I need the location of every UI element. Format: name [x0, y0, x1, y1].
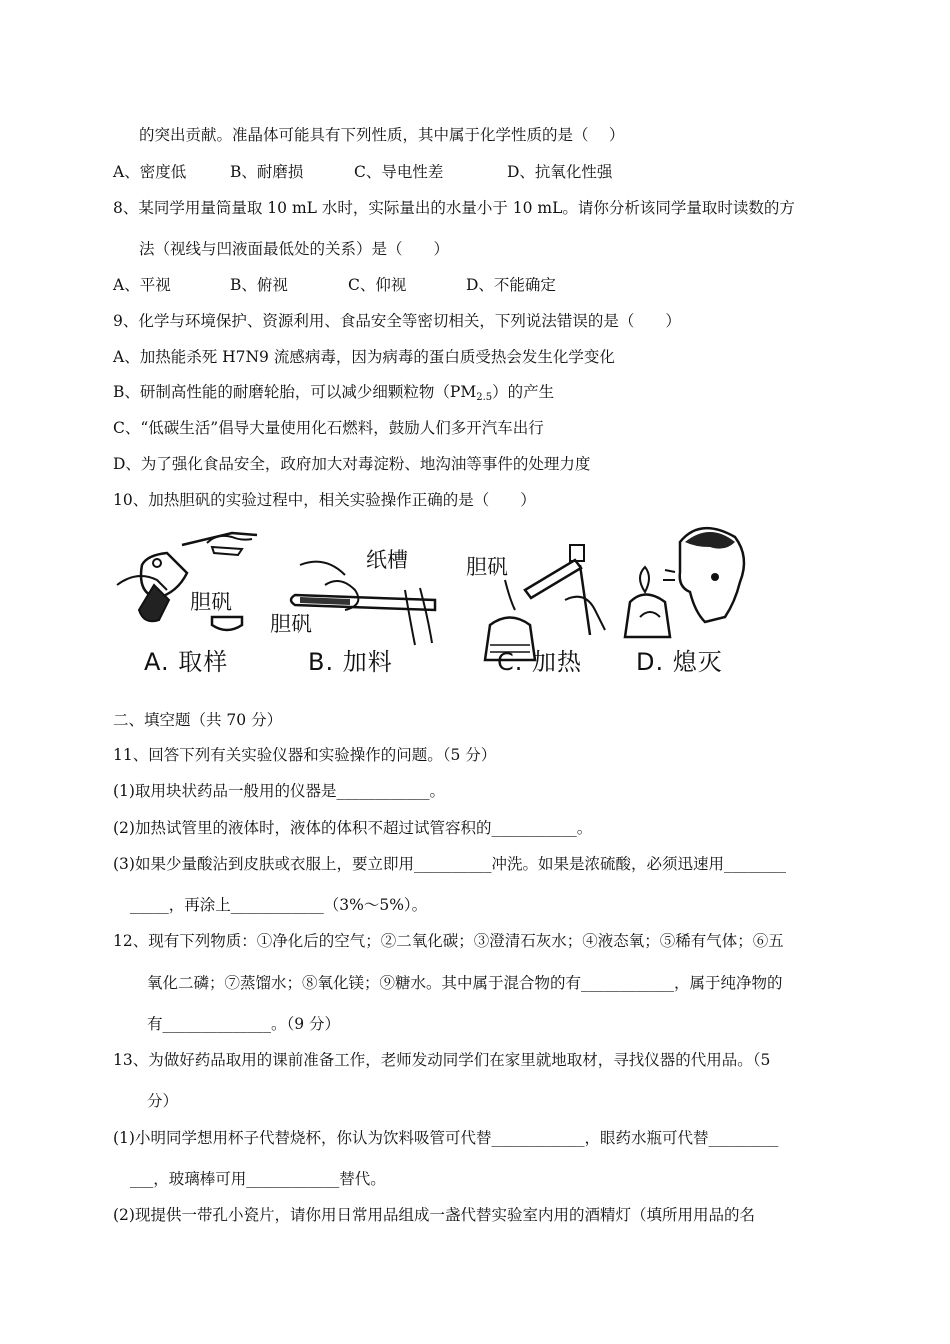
q11-part-1[interactable]: (1)取用块状药品一般用的仪器是____________。 [113, 782, 445, 800]
q7-option-d[interactable]: D、抗氧化性强 [507, 163, 613, 181]
q7-option-c[interactable]: C、导电性差 [354, 163, 444, 181]
section-2-heading: 二、填空题（共 70 分） [113, 711, 283, 729]
q9-option-b[interactable] [113, 382, 554, 408]
q9-option-b-text: B、研制高性能的耐磨轮胎，可以减少细颗粒物（PM [113, 383, 477, 401]
q11-part-2[interactable]: (2)加热试管里的液体时，液体的体积不超过试管容积的___________。 [113, 819, 593, 837]
q13-part-1-cont[interactable]: ___，玻璃棒可用____________替代。 [130, 1170, 386, 1188]
q8-stem-cont: 法（视线与凹液面最低处的关系）是（ ） [139, 240, 450, 258]
q9-stem: 9、化学与环境保护、资源利用、食品安全等密切相关，下列说法错误的是（ ） [113, 312, 681, 330]
q9-option-a[interactable]: A、加热能杀死 H7N9 流感病毒，因为病毒的蛋白质受热会发生化学变化 [113, 348, 615, 366]
q13-part-1[interactable]: (1)小明同学想用杯子代替烧杯，你认为饮料吸管可代替____________，眼药水瓶可代替_________ [113, 1129, 779, 1147]
q7-stem-line: 的突出贡献。准晶体可能具有下列性质，其中属于化学性质的是（ ） [139, 126, 625, 144]
q11-part-3-cont[interactable]: _____，再涂上____________（3%～5%）。 [130, 896, 428, 914]
figure-label-b: B. 加料 [308, 648, 393, 676]
figure-b-danfan-label: 胆矾 [270, 612, 312, 636]
figure-b-zhicao-label: 纸槽 [366, 548, 408, 572]
q12-stem-cont[interactable]: 氧化二磷；⑦蒸馏水；⑧氧化镁；⑨糖水。其中属于混合物的有____________，属于纯净物的 [147, 974, 783, 992]
figure-d-extinguishing-drawing [620, 522, 750, 642]
q7-option-a[interactable]: A、密度低 [113, 163, 187, 181]
figure-label-c: C. 加热 [497, 648, 583, 676]
q9-option-c[interactable]: C、“低碳生活”倡导大量使用化石燃料，鼓励人们多开汽车出行 [113, 419, 544, 437]
figure-c-danfan-label: 胆矾 [466, 555, 508, 579]
q11-stem: 11、回答下列有关实验仪器和实验操作的问题。（5 分） [113, 746, 497, 764]
figure-label-d: D. 熄灭 [636, 648, 723, 676]
q9-option-d[interactable]: D、为了强化食品安全，政府加大对毒淀粉、地沟油等事件的处理力度 [113, 455, 591, 473]
q7-option-b[interactable]: B、耐磨损 [230, 163, 304, 181]
q9-option-b-tail: ）的产生 [492, 383, 555, 401]
q8-option-c[interactable]: C、仰视 [348, 276, 407, 294]
q11-part-3[interactable]: (3)如果少量酸沾到皮肤或衣服上，要立即用__________冲洗。如果是浓硫酸，必须迅速用________ [113, 855, 786, 873]
pm-subscript: 2.5 [476, 392, 493, 403]
q10-stem: 10、加热胆矾的实验过程中，相关实验操作正确的是（ ） [113, 491, 536, 509]
q13-stem: 13、为做好药品取用的课前准备工作，老师发动同学们在家里就地取材，寻找仪器的代用品。（5 [113, 1051, 771, 1069]
q13-stem-cont: 分） [147, 1092, 179, 1110]
q8-stem: 8、某同学用量筒量取 10 mL 水时，实际量出的水量小于 10 mL。请你分析该同学量取时读数的方 [113, 199, 795, 217]
q13-part-2[interactable]: (2)现提供一带孔小瓷片，请你用日常用品组成一盏代替实验室内用的酒精灯（填所用用品的名 [113, 1206, 755, 1224]
q8-option-a[interactable]: A、平视 [113, 276, 171, 294]
q8-option-d[interactable]: D、不能确定 [466, 276, 556, 294]
figure-a-danfan-label: 胆矾 [190, 590, 232, 614]
q8-option-b[interactable]: B、俯视 [230, 276, 288, 294]
figure-a-sampling-drawing [112, 525, 272, 645]
figure-label-a: A. 取样 [144, 648, 229, 676]
q12-stem: 12、现有下列物质：①净化后的空气；②二氧化碳；③澄清石灰水；④液态氧；⑤稀有气体；⑥五 [113, 932, 784, 950]
q12-stem-cont-2[interactable]: 有______________。（9 分） [147, 1015, 341, 1033]
